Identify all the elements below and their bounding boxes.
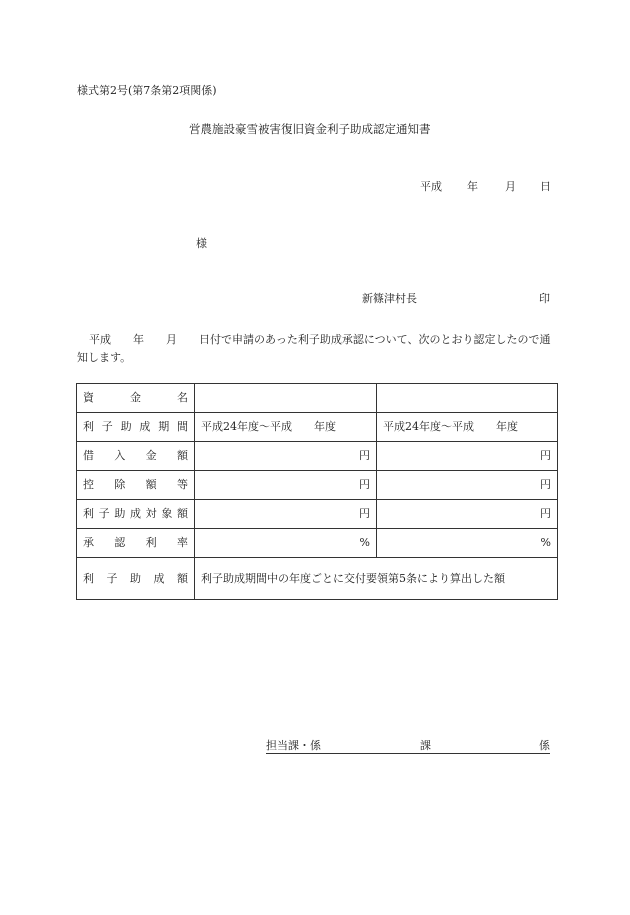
row-label: 控除額等: [77, 471, 195, 500]
row-cell: 円: [195, 500, 377, 529]
body-era: 平成: [89, 333, 111, 346]
row-cell: [195, 384, 377, 413]
details-table: [76, 383, 558, 600]
row-label: 利子助成額: [77, 558, 195, 600]
row-label: 資金名: [77, 384, 195, 413]
table-row: [77, 558, 558, 600]
row-cell: 円: [377, 442, 558, 471]
staff-line: [266, 739, 550, 754]
date-month: 月: [505, 180, 516, 193]
row-cell: %: [195, 529, 377, 558]
row-cell: [377, 384, 558, 413]
row-cell: 円: [195, 442, 377, 471]
body-month: 月: [166, 333, 177, 346]
table-row: [77, 442, 558, 471]
seal-mark: 印: [539, 292, 550, 305]
notice-body: [77, 331, 551, 367]
body-text: 日付で申請のあった利子助成承認について、次のとおり認定したので通知します。: [77, 333, 551, 364]
row-cell: 平成24年度～平成 年度: [377, 413, 558, 442]
staff-section: 課: [420, 739, 431, 752]
date-day: 日: [540, 180, 551, 193]
issuer: [362, 292, 550, 306]
table-row: [77, 471, 558, 500]
row-cell: %: [377, 529, 558, 558]
issuer-name: 新篠津村長: [362, 292, 417, 305]
table-row: [77, 529, 558, 558]
addressee-suffix: 様: [196, 237, 207, 250]
row-cell: 円: [377, 500, 558, 529]
table-row: [77, 500, 558, 529]
staff-label: 担当課・係: [266, 739, 321, 752]
table-row: [77, 413, 558, 442]
row-cell: 円: [195, 471, 377, 500]
body-year: 年: [133, 333, 144, 346]
row-label: 承認利率: [77, 529, 195, 558]
staff-unit: 係: [539, 739, 550, 752]
date-era: 平成: [420, 180, 442, 193]
row-cell: 利子助成期間中の年度ごとに交付要領第5条により算出した額: [195, 558, 558, 600]
date-year: 年: [467, 180, 478, 193]
row-cell: 円: [377, 471, 558, 500]
row-cell: 平成24年度～平成 年度: [195, 413, 377, 442]
row-label: 利子助成期間: [77, 413, 195, 442]
table-row: [77, 384, 558, 413]
document-title: 営農施設豪雪被害復旧資金利子助成認定通知書: [189, 122, 431, 136]
row-label: 借入金額: [77, 442, 195, 471]
row-label: 利子助成対象額: [77, 500, 195, 529]
form-number: 様式第2号(第7条第2項関係): [77, 84, 217, 97]
